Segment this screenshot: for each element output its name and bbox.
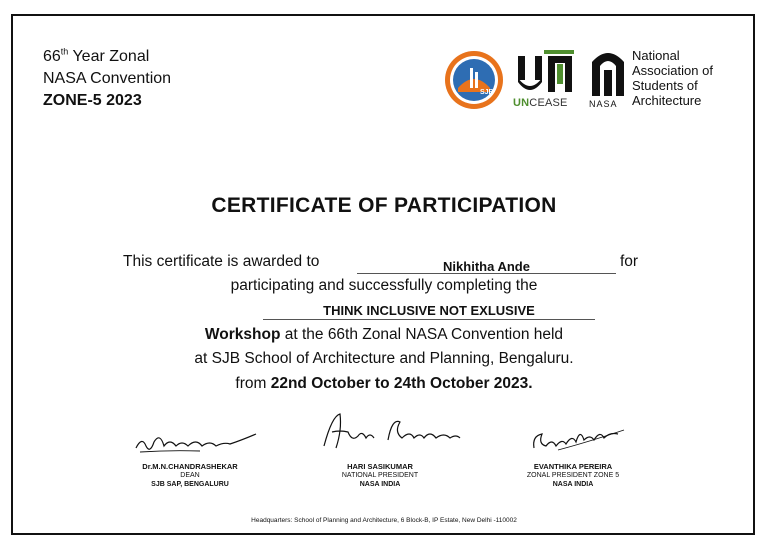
certificate-title: CERTIFICATE OF PARTICIPATION: [211, 194, 557, 217]
signatory-org: NASA INDIA: [359, 481, 401, 488]
nasa-small-label: NASA: [589, 99, 618, 109]
nasa-name-line: Association of: [632, 63, 713, 78]
venue-text: at SJB School of Architecture and Planning, Bengaluru.: [194, 350, 574, 367]
uncease-logo: [514, 48, 576, 98]
workshop-title: THINK INCLUSIVE NOT EXLUSIVE: [323, 303, 535, 318]
event-line-1: 66th Year Zonal: [43, 46, 150, 65]
for-text: for: [620, 253, 639, 270]
nasa-full-name: [632, 48, 713, 108]
date-text: from 22nd October to 24th October 2023.: [235, 375, 533, 392]
nasa-logo: [590, 48, 626, 96]
signatory-org: SJB SAP, BENGALURU: [151, 481, 229, 488]
signatory-name: EVANTHIKA PEREIRA: [533, 462, 613, 471]
footer-address: Headquarters: School of Planning and Architecture, 6 Block-B, IP Estate, New Delhi -110002: [251, 517, 517, 524]
signatory-role: NATIONAL PRESIDENT: [341, 472, 419, 479]
signature-zonal-president: [528, 420, 628, 458]
zone-label: ZONE-5 2023: [43, 92, 142, 109]
signatory-role: DEAN: [180, 472, 200, 479]
signatory-name: HARI SASIKUMAR: [347, 462, 413, 471]
signatory-dean: [110, 462, 270, 489]
signatory-president: [300, 462, 460, 489]
nasa-name-line: Students of: [632, 78, 698, 93]
signatory-role: ZONAL PRESIDENT ZONE 5: [526, 472, 620, 479]
nasa-name-line: Architecture: [632, 93, 702, 108]
recipient-name: Nikhitha Ande: [443, 259, 530, 274]
uncease-wordmark: UNCEASE: [513, 97, 568, 109]
event-line-2: NASA Convention: [43, 70, 172, 87]
signatory-org: NASA INDIA: [552, 481, 594, 488]
signature-president: [318, 408, 463, 458]
convention-text: Workshop at the 66th Zonal NASA Convention held: [204, 326, 564, 343]
signatory-name: Dr.M.N.CHANDRASHEKAR: [142, 462, 238, 471]
signatory-zonal-president: [493, 462, 653, 489]
participation-text: participating and successfully completing the: [230, 277, 538, 294]
sjb-logo: [444, 50, 504, 110]
sjb-logo-text: SJB: [480, 89, 494, 96]
event-header: [43, 46, 171, 112]
signature-dean: [130, 424, 260, 458]
workshop-underline: [263, 319, 595, 320]
award-text: This certificate is awarded to: [123, 253, 320, 270]
nasa-name-line: National: [632, 48, 680, 63]
